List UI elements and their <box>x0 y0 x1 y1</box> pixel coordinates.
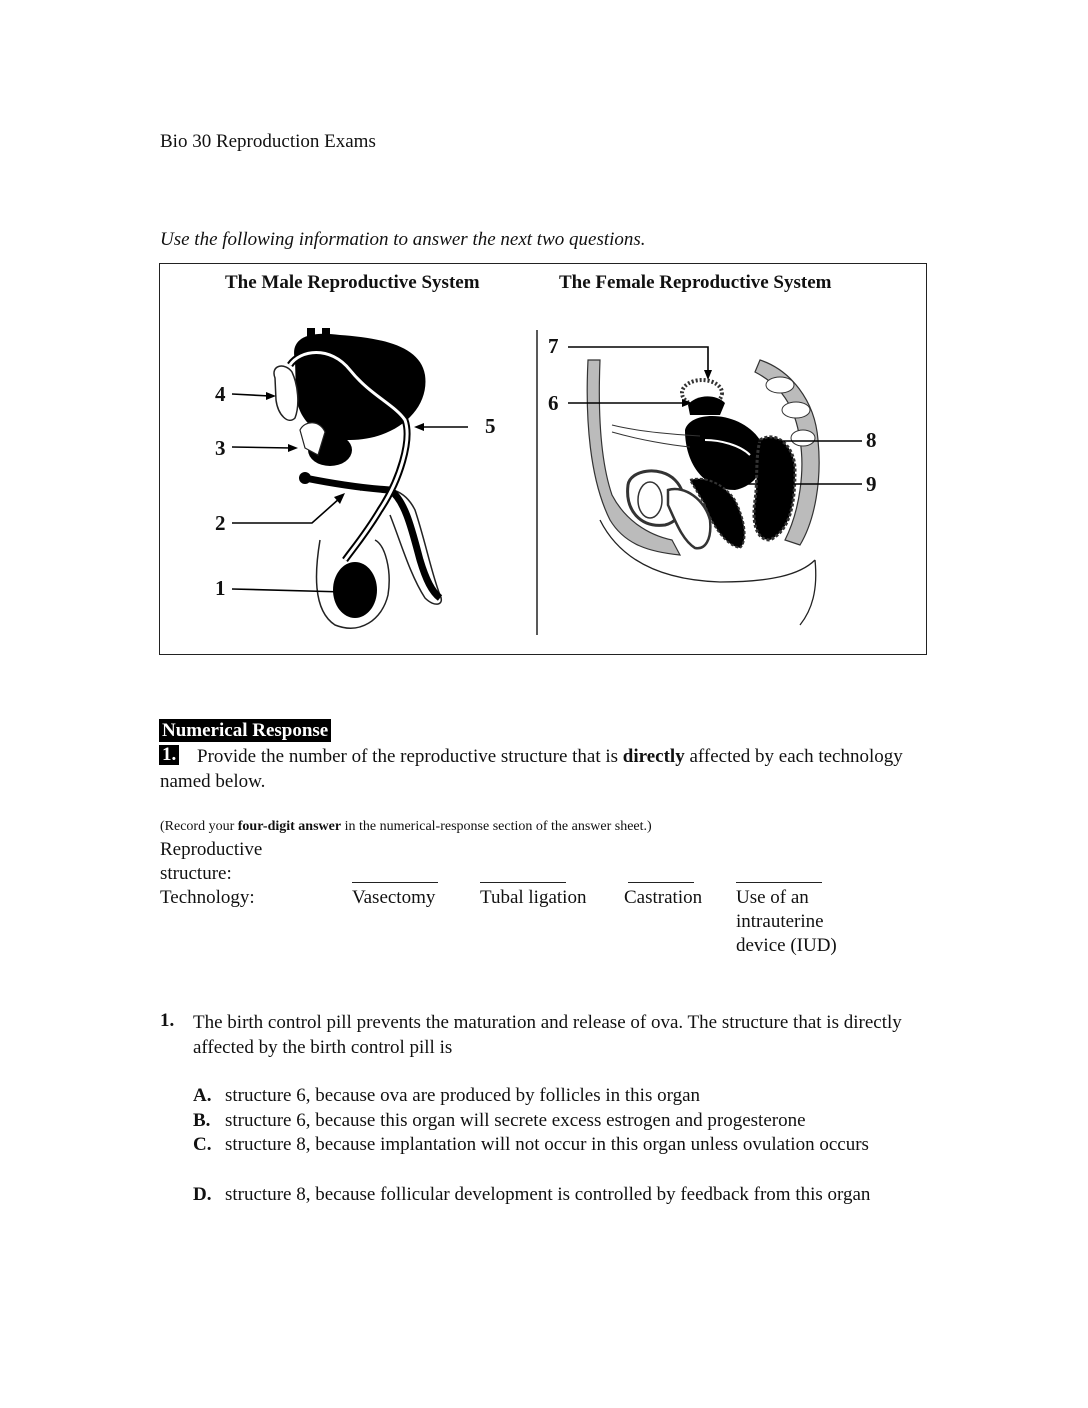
row-label-structure-2: structure: <box>160 863 232 884</box>
female-label-8: 8 <box>866 428 877 452</box>
male-label-3: 3 <box>215 436 226 460</box>
technology-1: Vasectomy <box>352 887 436 908</box>
numerical-response-number: 1. <box>159 745 179 765</box>
row-label-structure-1: Reproductive <box>160 839 263 860</box>
male-label-1: 1 <box>215 576 226 600</box>
male-system-title: The Male Reproductive System <box>225 272 480 293</box>
question-1-stem: The birth control pill prevents the maturation and release of ova. The structure that is directly affected by the birth control pill is <box>193 1012 902 1058</box>
record-instruction <box>160 819 652 835</box>
technology-3: Castration <box>624 887 703 908</box>
answer-blank-1[interactable] <box>352 882 438 883</box>
answer-blank-3[interactable] <box>628 882 694 883</box>
numerical-response-banner: Numerical Response <box>159 719 331 742</box>
nr-question-pre: Provide the number of the reproductive structure that is <box>197 746 623 767</box>
nr-question-bold: directly <box>622 746 685 767</box>
technology-2: Tubal ligation <box>480 887 587 908</box>
male-label-5: 5 <box>485 414 496 438</box>
row-label-technology: Technology: <box>160 887 255 908</box>
question-1-number: 1. <box>160 1010 175 1031</box>
answer-blank-4[interactable] <box>736 882 822 883</box>
record-bold: four-digit answer <box>237 819 342 834</box>
option-a-text: structure 6, because ova are produced by follicles in this organ <box>225 1085 701 1106</box>
option-b-letter: B. <box>193 1110 211 1131</box>
option-c-letter: C. <box>193 1134 212 1155</box>
answer-blank-2[interactable] <box>480 882 566 883</box>
option-a-letter: A. <box>193 1085 212 1106</box>
record-pre: (Record your <box>160 819 238 834</box>
nr-question-post: affected by each technology named below. <box>160 746 903 792</box>
option-b-text: structure 6, because this organ will secrete excess estrogen and progesterone <box>225 1110 806 1131</box>
male-label-2: 2 <box>215 511 226 535</box>
page-title: Bio 30 Reproduction Exams <box>160 131 376 152</box>
female-system-title: The Female Reproductive System <box>559 272 832 293</box>
option-c-text: structure 8, because implantation will not occur in this organ unless ovulation occurs <box>225 1134 869 1155</box>
option-d-text: structure 8, because follicular development is controlled by feedback from this organ <box>225 1184 871 1205</box>
male-label-4: 4 <box>215 382 226 406</box>
reproductive-systems-diagram <box>160 300 926 652</box>
record-post: in the numerical-response section of the answer sheet.) <box>341 819 652 834</box>
female-label-9: 9 <box>866 472 877 496</box>
female-label-7: 7 <box>548 334 559 358</box>
intro-instruction: Use the following information to answer the next two questions. <box>160 229 646 250</box>
female-diagram <box>537 330 862 635</box>
option-d-letter: D. <box>193 1184 212 1205</box>
numerical-response-question <box>160 744 920 794</box>
technology-4: Use of an intrauterine device (IUD) <box>736 887 837 956</box>
female-label-6: 6 <box>548 391 559 415</box>
male-diagram <box>232 328 468 628</box>
